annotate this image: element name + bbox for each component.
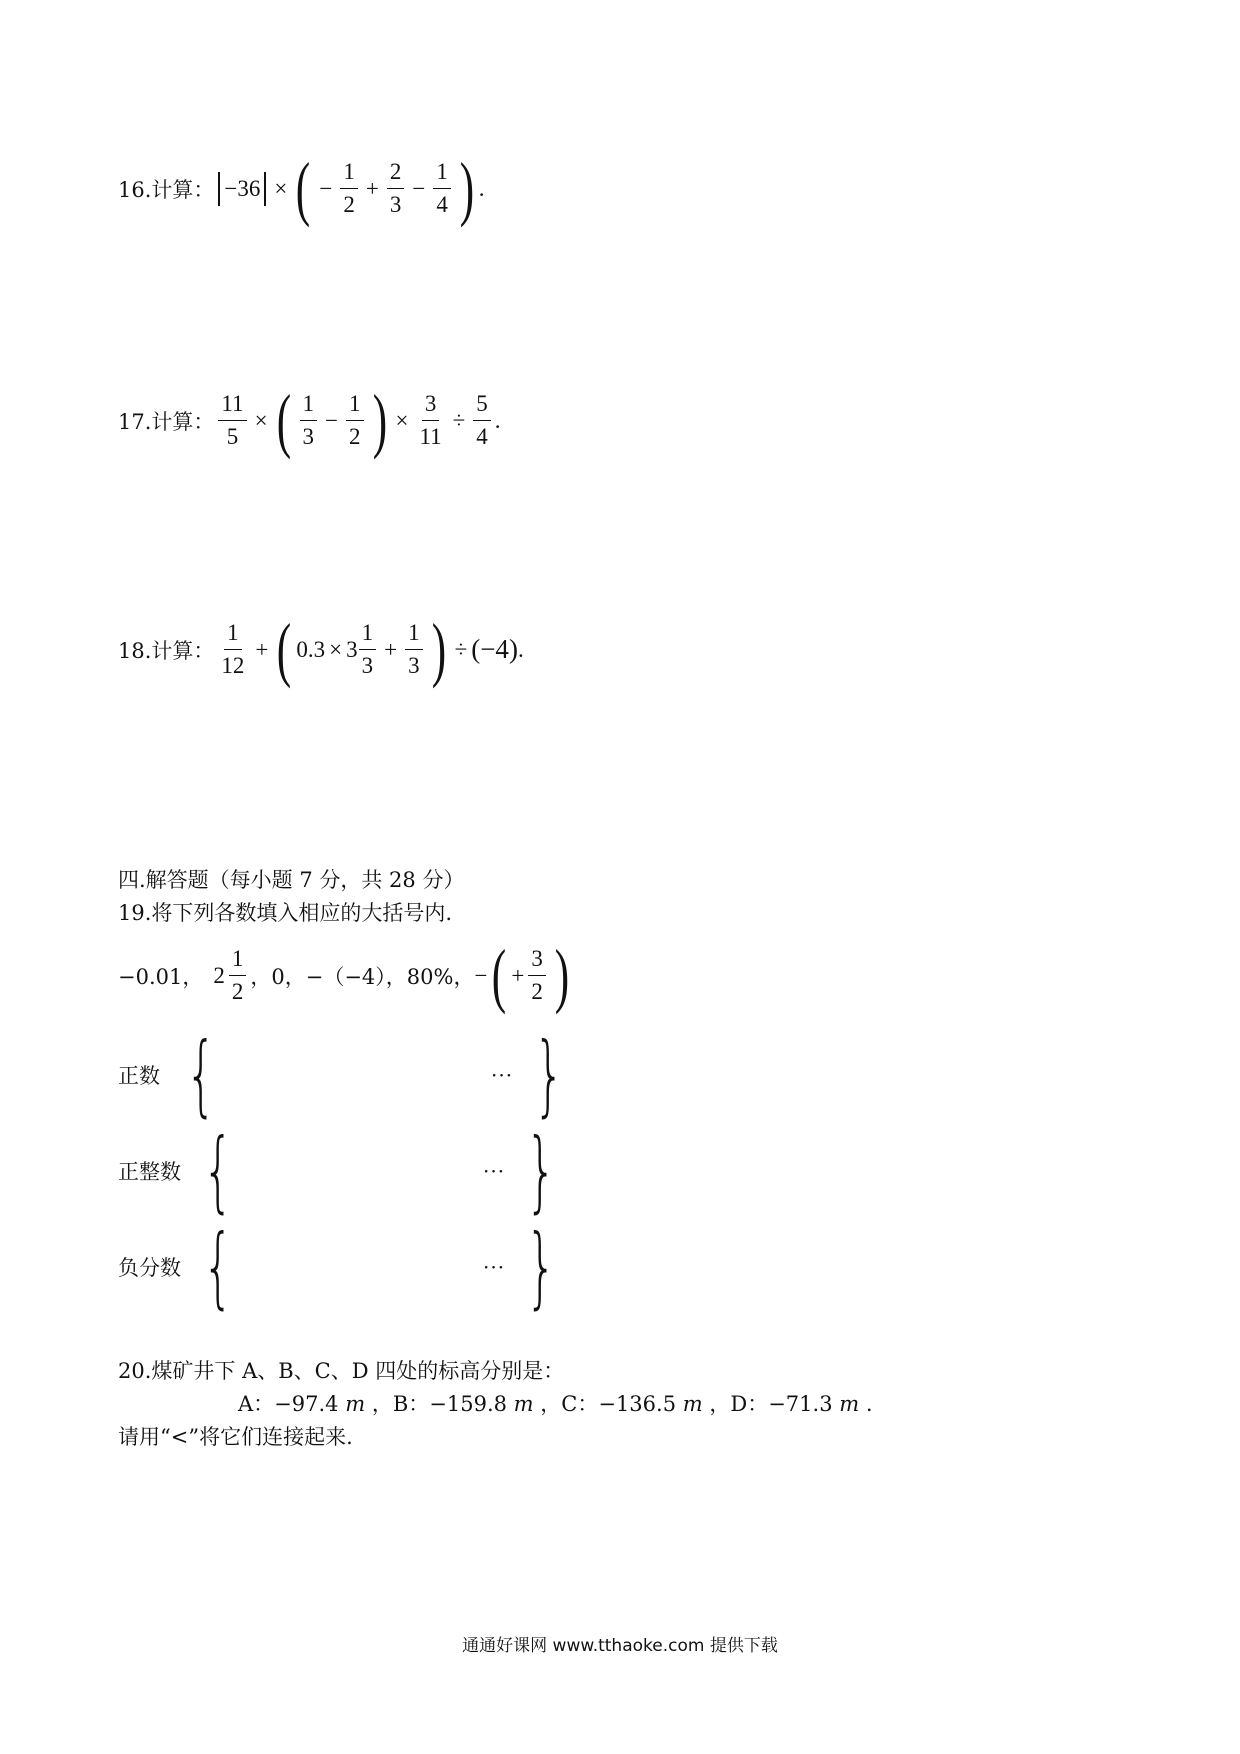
ellipsis: ··· xyxy=(491,1063,514,1088)
denominator: 5 xyxy=(226,424,239,450)
period: . xyxy=(865,1392,873,1416)
elevation-a: A：−97.4 xyxy=(238,1392,339,1416)
left-brace: { xyxy=(202,1215,234,1318)
question-17-label: 17.计算： xyxy=(118,409,215,434)
plus-sign: + xyxy=(384,636,398,662)
plus-sign: + xyxy=(365,175,379,201)
fraction xyxy=(416,392,444,449)
negated-group xyxy=(474,935,573,1015)
plus-sign: + xyxy=(511,962,525,988)
right-brace: } xyxy=(525,1119,557,1222)
times-sign: × xyxy=(329,636,343,662)
numerator: 1 xyxy=(359,621,377,650)
abs-bar-right xyxy=(264,172,266,206)
denominator: 4 xyxy=(436,192,448,218)
set-positive-integer xyxy=(118,1119,569,1222)
question-18-expression xyxy=(214,609,524,689)
number-item: −0.01， xyxy=(118,964,204,989)
right-paren: ) xyxy=(554,935,570,1015)
ellipsis: ··· xyxy=(483,1255,506,1280)
elevation-values xyxy=(238,1388,873,1418)
numerator: 1 xyxy=(433,160,451,189)
set-positive xyxy=(118,1023,577,1126)
paren-group: (−4) xyxy=(471,634,518,665)
divide-sign: ÷ xyxy=(452,407,466,433)
denominator: 2 xyxy=(349,424,361,450)
left-brace: { xyxy=(202,1119,234,1222)
divide-sign: ÷ xyxy=(454,636,468,662)
denominator: 12 xyxy=(221,653,245,679)
unit: m xyxy=(682,1392,703,1416)
mixed-whole: 2 xyxy=(213,962,225,988)
times-sign: × xyxy=(395,407,409,433)
minus-sign: − xyxy=(412,175,426,201)
number-list xyxy=(118,935,574,1015)
set-negative-fraction xyxy=(118,1215,569,1318)
mixed-whole: 3 xyxy=(346,636,358,662)
number-item: ，0，−（−4），80%， xyxy=(250,964,475,989)
right-brace: } xyxy=(525,1215,557,1318)
numerator: 1 xyxy=(346,392,364,421)
fraction xyxy=(405,621,423,678)
fraction xyxy=(473,392,491,449)
denominator: 2 xyxy=(531,979,543,1005)
numerator: 1 xyxy=(300,392,318,421)
question-16 xyxy=(118,148,485,228)
denominator: 11 xyxy=(419,424,442,450)
denominator: 3 xyxy=(302,424,315,450)
right-paren: ) xyxy=(431,609,446,689)
numerator: 2 xyxy=(387,160,405,189)
left-paren: ( xyxy=(492,935,507,1015)
denominator: 3 xyxy=(408,653,420,679)
period: . xyxy=(517,636,524,662)
unit: m xyxy=(839,1392,860,1416)
fraction xyxy=(359,621,377,678)
fraction xyxy=(346,392,364,449)
denominator: 3 xyxy=(389,192,402,218)
footer-source: 通通好课网 www.tthaoke.com 提供下载 xyxy=(462,1636,778,1656)
elevation-d: ，D：−71.3 xyxy=(709,1392,833,1416)
minus-sign: − xyxy=(319,175,333,201)
numerator: 11 xyxy=(218,392,246,421)
numerator: 1 xyxy=(224,621,242,650)
right-paren: ) xyxy=(459,148,474,228)
set-label: 正数 xyxy=(118,1064,160,1089)
period: . xyxy=(494,407,501,433)
left-brace: { xyxy=(185,1023,217,1126)
left-paren: ( xyxy=(276,380,291,460)
negative-four: −4 xyxy=(480,634,509,665)
denominator: 2 xyxy=(343,192,355,218)
numerator: 1 xyxy=(229,947,247,976)
right-brace: } xyxy=(533,1023,565,1126)
ellipsis: ··· xyxy=(483,1159,506,1184)
decimal-number: 0.3 xyxy=(296,636,326,662)
abs-bar-left xyxy=(218,172,220,206)
left-paren: ( xyxy=(296,148,311,228)
set-label: 负分数 xyxy=(118,1256,181,1281)
left-paren: ( xyxy=(277,609,292,689)
plus-sign: + xyxy=(255,636,269,662)
fraction xyxy=(387,160,405,217)
fraction xyxy=(218,621,247,678)
section-4-title: 四.解答题（每小题 7 分，共 28 分） xyxy=(118,868,465,892)
right-paren: ) xyxy=(372,380,387,460)
question-19-prompt: 19.将下列各数填入相应的大括号内. xyxy=(118,901,453,925)
minus-sign: − xyxy=(474,962,488,988)
mixed-number xyxy=(213,947,250,1004)
question-17 xyxy=(118,380,501,460)
times-sign: × xyxy=(274,175,288,201)
denominator: 3 xyxy=(361,653,374,679)
question-18 xyxy=(118,609,524,689)
numerator: 3 xyxy=(528,947,546,976)
minus-sign: − xyxy=(325,407,339,433)
question-16-expression xyxy=(214,148,485,228)
fraction xyxy=(229,947,247,1004)
numerator: 5 xyxy=(473,392,491,421)
question-20-instruction: 请用“<”将它们连接起来. xyxy=(118,1425,353,1449)
numerator: 1 xyxy=(405,621,423,650)
fraction xyxy=(300,392,318,449)
fraction xyxy=(340,160,358,217)
question-18-label: 18.计算： xyxy=(118,638,215,663)
question-16-label: 16.计算： xyxy=(118,177,215,202)
question-17-expression xyxy=(214,380,501,460)
times-sign: × xyxy=(254,407,268,433)
numerator: 1 xyxy=(340,160,358,189)
numerator: 3 xyxy=(422,392,440,421)
abs-value: −36 xyxy=(224,175,261,201)
elevation-b: ，B：−159.8 xyxy=(371,1392,507,1416)
fraction xyxy=(433,160,451,217)
fraction xyxy=(528,947,546,1004)
elevation-c: ，C：−136.5 xyxy=(540,1392,677,1416)
unit: m xyxy=(345,1392,366,1416)
denominator: 4 xyxy=(476,424,488,450)
denominator: 2 xyxy=(231,979,244,1005)
set-label: 正整数 xyxy=(118,1160,181,1185)
question-20-prompt: 20.煤矿井下 A、B、C、D 四处的标高分别是： xyxy=(118,1359,565,1383)
fraction xyxy=(218,392,246,449)
period: . xyxy=(478,175,485,201)
unit: m xyxy=(513,1392,534,1416)
